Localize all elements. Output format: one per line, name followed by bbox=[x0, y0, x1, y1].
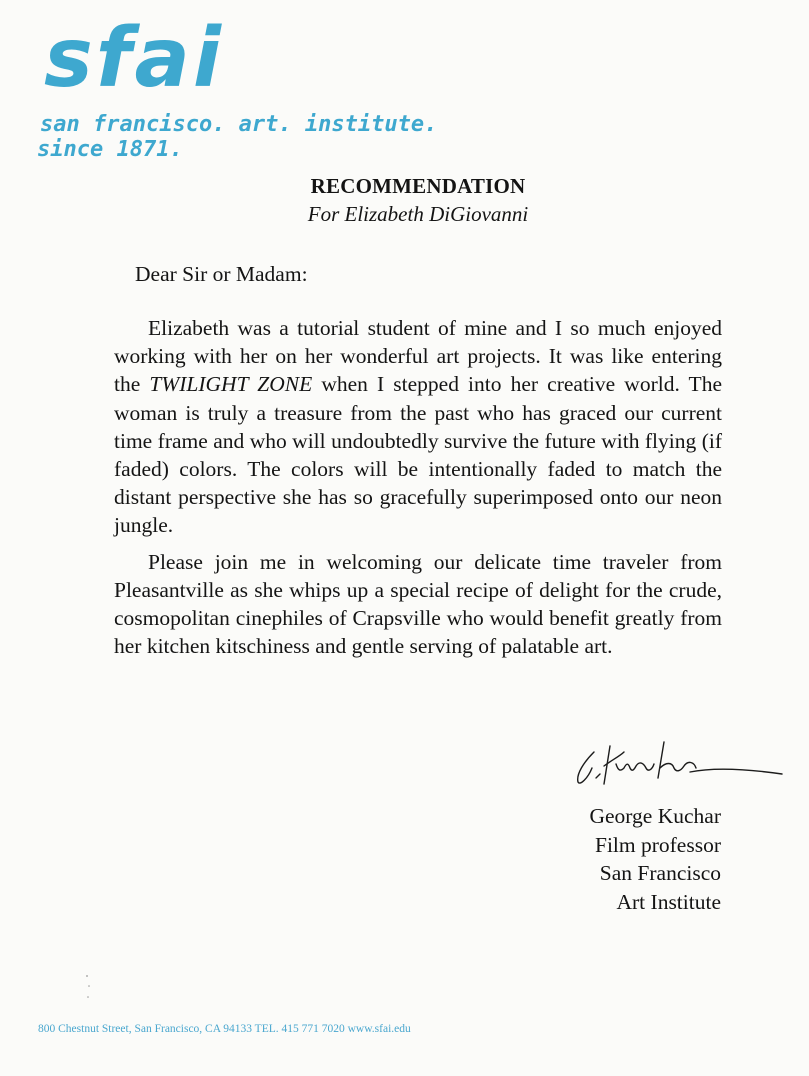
signature-block bbox=[589, 802, 721, 916]
sfai-logo: sfai bbox=[44, 11, 224, 106]
signer-institution-line-2: Art Institute bbox=[616, 889, 721, 914]
paper-specks bbox=[84, 970, 94, 1010]
paragraph-1 bbox=[114, 314, 722, 540]
institute-name-line: san francisco. art. institute. bbox=[40, 112, 438, 137]
twilight-zone-emphasis: TWILIGHT ZONE bbox=[149, 372, 313, 397]
signer-name: George Kuchar bbox=[589, 804, 721, 828]
signer-institution-line-1: San Francisco bbox=[599, 861, 721, 885]
footer-address: 800 Chestnut Street, San Francisco, CA 94133 TEL. 415 771 7020 www.sfai.edu bbox=[38, 1023, 411, 1035]
document-title: RECOMMENDATION bbox=[310, 174, 526, 198]
paragraph-2: Please join me in welcoming our delicate time traveler from Pleasantville as she whips up a special recipe of delight for the crude, cosmopolitan cinephiles of Crapsville who would benefit greatly from her kitchen kitschiness and gentle serving of palatable art. bbox=[114, 549, 722, 659]
signer-role: Film professor bbox=[594, 832, 721, 857]
paragraph-1-start: Elizabeth was a tutorial student of mine and I so much enjoyed working with her on her wonderful art projects. It was like entering the bbox=[114, 316, 722, 397]
signature-icon bbox=[570, 738, 790, 790]
letter-body bbox=[114, 314, 722, 668]
salutation: Dear Sir or Madam: bbox=[135, 262, 308, 286]
paragraph-1-end: when I stepped into her creative world. The woman is truly a treasure from the past who has graced our current time frame and who will undoubtedly survive the future with flying (if faded) colors. The colors will be intentionally faded to match the distant perspective she has so gracefully superimposed onto our neon jungle. bbox=[114, 372, 722, 538]
document-subtitle: For Elizabeth DiGiovanni bbox=[307, 202, 529, 226]
since-line: since 1871. bbox=[37, 137, 183, 162]
